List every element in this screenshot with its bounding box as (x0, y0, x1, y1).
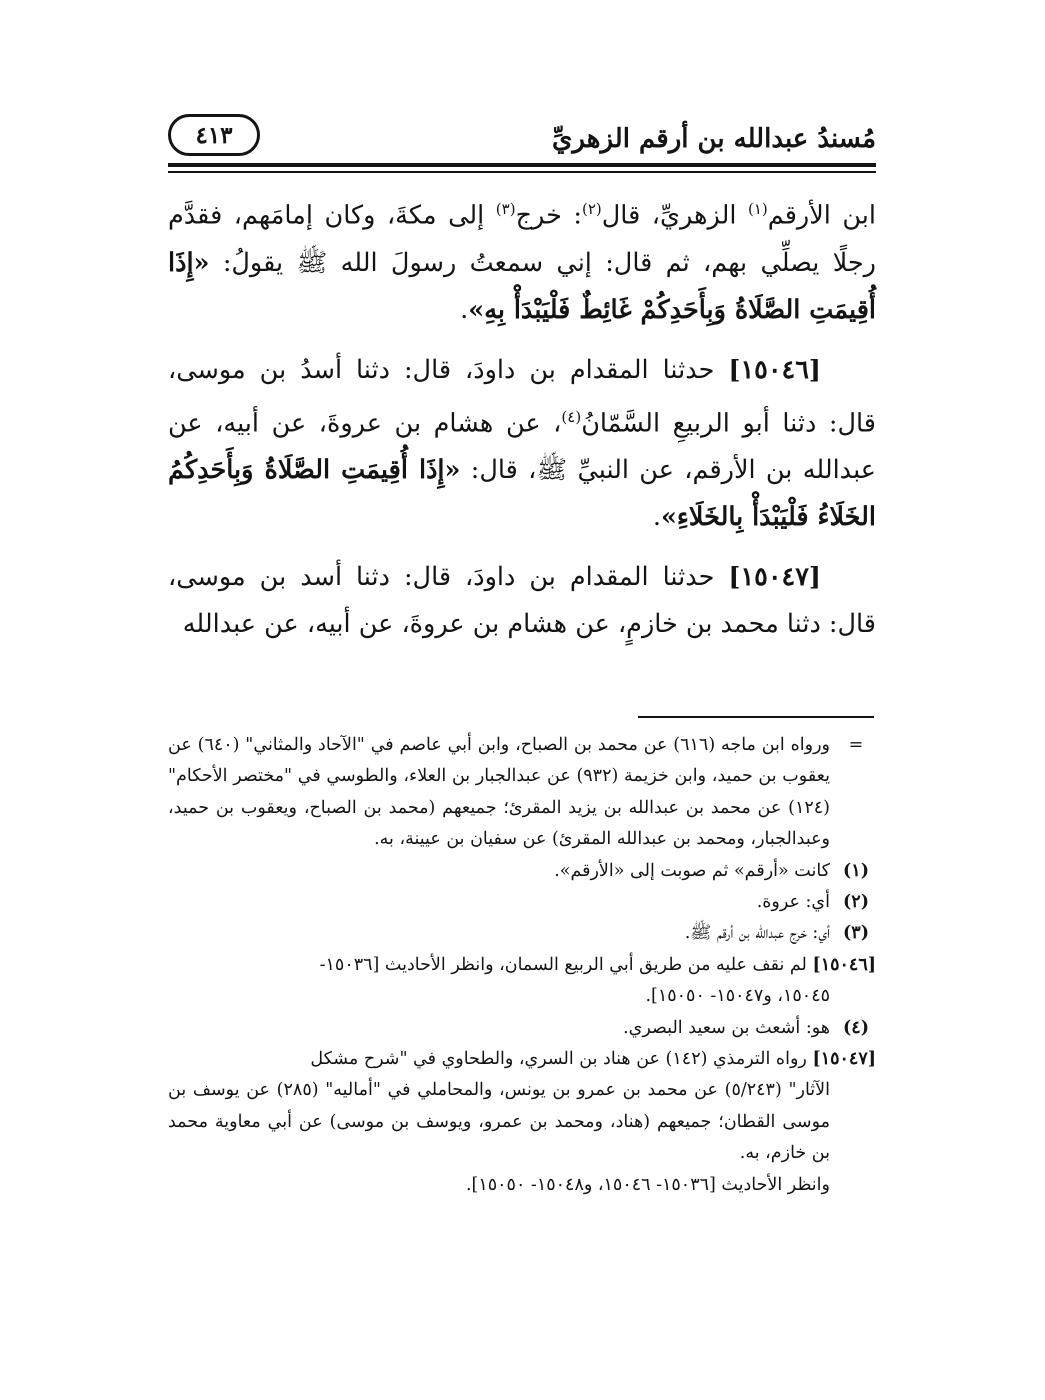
footnote-text: أي: خرج عبدالله بن أرقم ﷺ. (684, 923, 830, 944)
footnote-tail-text: وانظر الأحاديث [١٥٠٣٦- ١٥٠٤٦، و١٥٠٤٨- ١٥٠٥٠]. (465, 1174, 830, 1195)
page-number-badge: ٤١٣ (168, 114, 260, 156)
footnote-ref-number: [١٥٠٤٦] (812, 954, 876, 975)
running-title: مُسندُ عبدالله بن أرقم الزهريِّ (552, 124, 876, 154)
footnotes (168, 730, 876, 1201)
footnote-continuation-text: الآثار" (٥/٢٤٣) عن محمد بن عمرو بن يونس، والمحاملي في "أماليه" (٢٨٥) عن يوسف بن موسى القطان؛ جميعهم (هناد، ومحمد بن عمرو، ويوسف بن موسى) عن أبي معاوية محمد بن خازم، به. (168, 1080, 830, 1164)
page-header (168, 112, 876, 162)
header-rule-thick (168, 163, 876, 167)
footnote-mark: (٤) (843, 1017, 869, 1038)
bold-text: [١٥٠٤٧] (728, 562, 821, 592)
text-segment: . (460, 294, 469, 325)
footnote-marker: (٤) (561, 407, 582, 426)
footnote-continuation-text: ١٥٠٤٥، و١٥٠٤٧- ١٥٠٥٠]. (645, 986, 830, 1007)
bold-text: «إِذَا أُقِيمَتِ الصَّلَاةُ وَبِأَحَدِكُمُ الخَلَاءُ فَلْيَبْدَأْ بِالخَلَاءِ» (168, 455, 876, 532)
footnote-n3 (168, 918, 876, 949)
footnote-text: ورواه ابن ماجه (٦١٦) عن محمد بن الصباح، وابن أبي عاصم في "الآحاد والمثاني" (٦٤٠) عن يعقوب بن حميد، وابن خزيمة (٩٣٢) عن عبدالجبار بن العلاء، والطوسي في "مختصر الأحكام" (١٢٤) عن محمد بن عبدالله بن يزيد المقرئ؛ جميعهم (محمد بن الصباح، ويعقوب بن حميد، وعبدالجبار، ومحمد بن عبدالله المقرئ) عن سفيان بن عيينة، به. (168, 735, 831, 850)
footnote-n4 (168, 1013, 876, 1044)
bold-text: «إِذَا أُقِيمَتِ الصَّلَاةُ وَبِأَحَدِكُمْ غَائِطٌ فَلْيَبْدَأْ بِهِ» (168, 247, 876, 325)
footnote-text: هو: أشعث بن سعيد البصري. (623, 1017, 830, 1038)
footnote-mark: (٢) (843, 892, 869, 913)
footnote-n2 (168, 887, 876, 918)
footnote-text: أي: عروة. (756, 892, 830, 913)
footnote-n1 (168, 856, 876, 887)
footnote-mark: (١) (843, 860, 869, 881)
footnote-ref-number: [١٥٠٤٧] (812, 1049, 876, 1070)
text-segment: إلى مكةَ، وكان إمامَهم، فقدَّم رجلًا يصلِّي بهم، ثم قال: إني سمعتُ رسولَ الله ﷺ يقولُ: (168, 200, 876, 278)
footnote-marker: (٢) (581, 200, 602, 218)
text-segment: : خرج (515, 200, 582, 231)
text-segment: ، عن هشام بن عروةَ، عن أبيه، عن عبدالله بن الأرقم، عن النبيِّ ﷺ، قال: (168, 408, 876, 485)
footnote-marker: (١) (747, 200, 768, 218)
text-segment: الزهريِّ، قال (601, 200, 748, 231)
main-text (168, 186, 876, 661)
footnote-r15046 (168, 950, 876, 1013)
footnote-r15047 (168, 1044, 876, 1201)
text-segment: حدثنا المقدام بن داودَ، قال: دثنا أسد بن موسى، قال: دثنا محمد بن خازمٍ، عن هشام بن عروةَ، عن أبيه، عن عبدالله (168, 562, 876, 639)
footnote-marker: (٣) (495, 200, 516, 218)
footnote-text: لم نقف عليه من طريق أبي الربيع السمان، وانظر الأحاديث [١٥٠٣٦- (319, 954, 813, 975)
footnote-text: كانت «أرقم» ثم صوبت إلى «الأرقم». (554, 860, 830, 881)
paragraph-p2 (168, 347, 876, 542)
text-segment: ابن الأرقم (767, 200, 876, 231)
footnote-mark: (٣) (843, 923, 869, 944)
text-segment: حدثنا المقدام بن داودَ، قال: دثنا أسدُ بن موسى، قال: دثنا أبو الربيعِ السَّمّانُ (168, 354, 876, 438)
footnote-separator (638, 716, 874, 718)
paragraph-p1 (168, 186, 876, 334)
footnote-cont (168, 730, 876, 856)
footnote-mark: = (848, 735, 864, 755)
text-segment: . (652, 502, 661, 532)
paragraph-p3 (168, 554, 876, 648)
footnote-text: رواه الترمذي (١٤٢) عن هناد بن السري، والطحاوي في "شرح مشكل (310, 1049, 813, 1070)
bold-text: [١٥٠٤٦] (728, 354, 821, 385)
header-rule-thin (168, 171, 876, 173)
